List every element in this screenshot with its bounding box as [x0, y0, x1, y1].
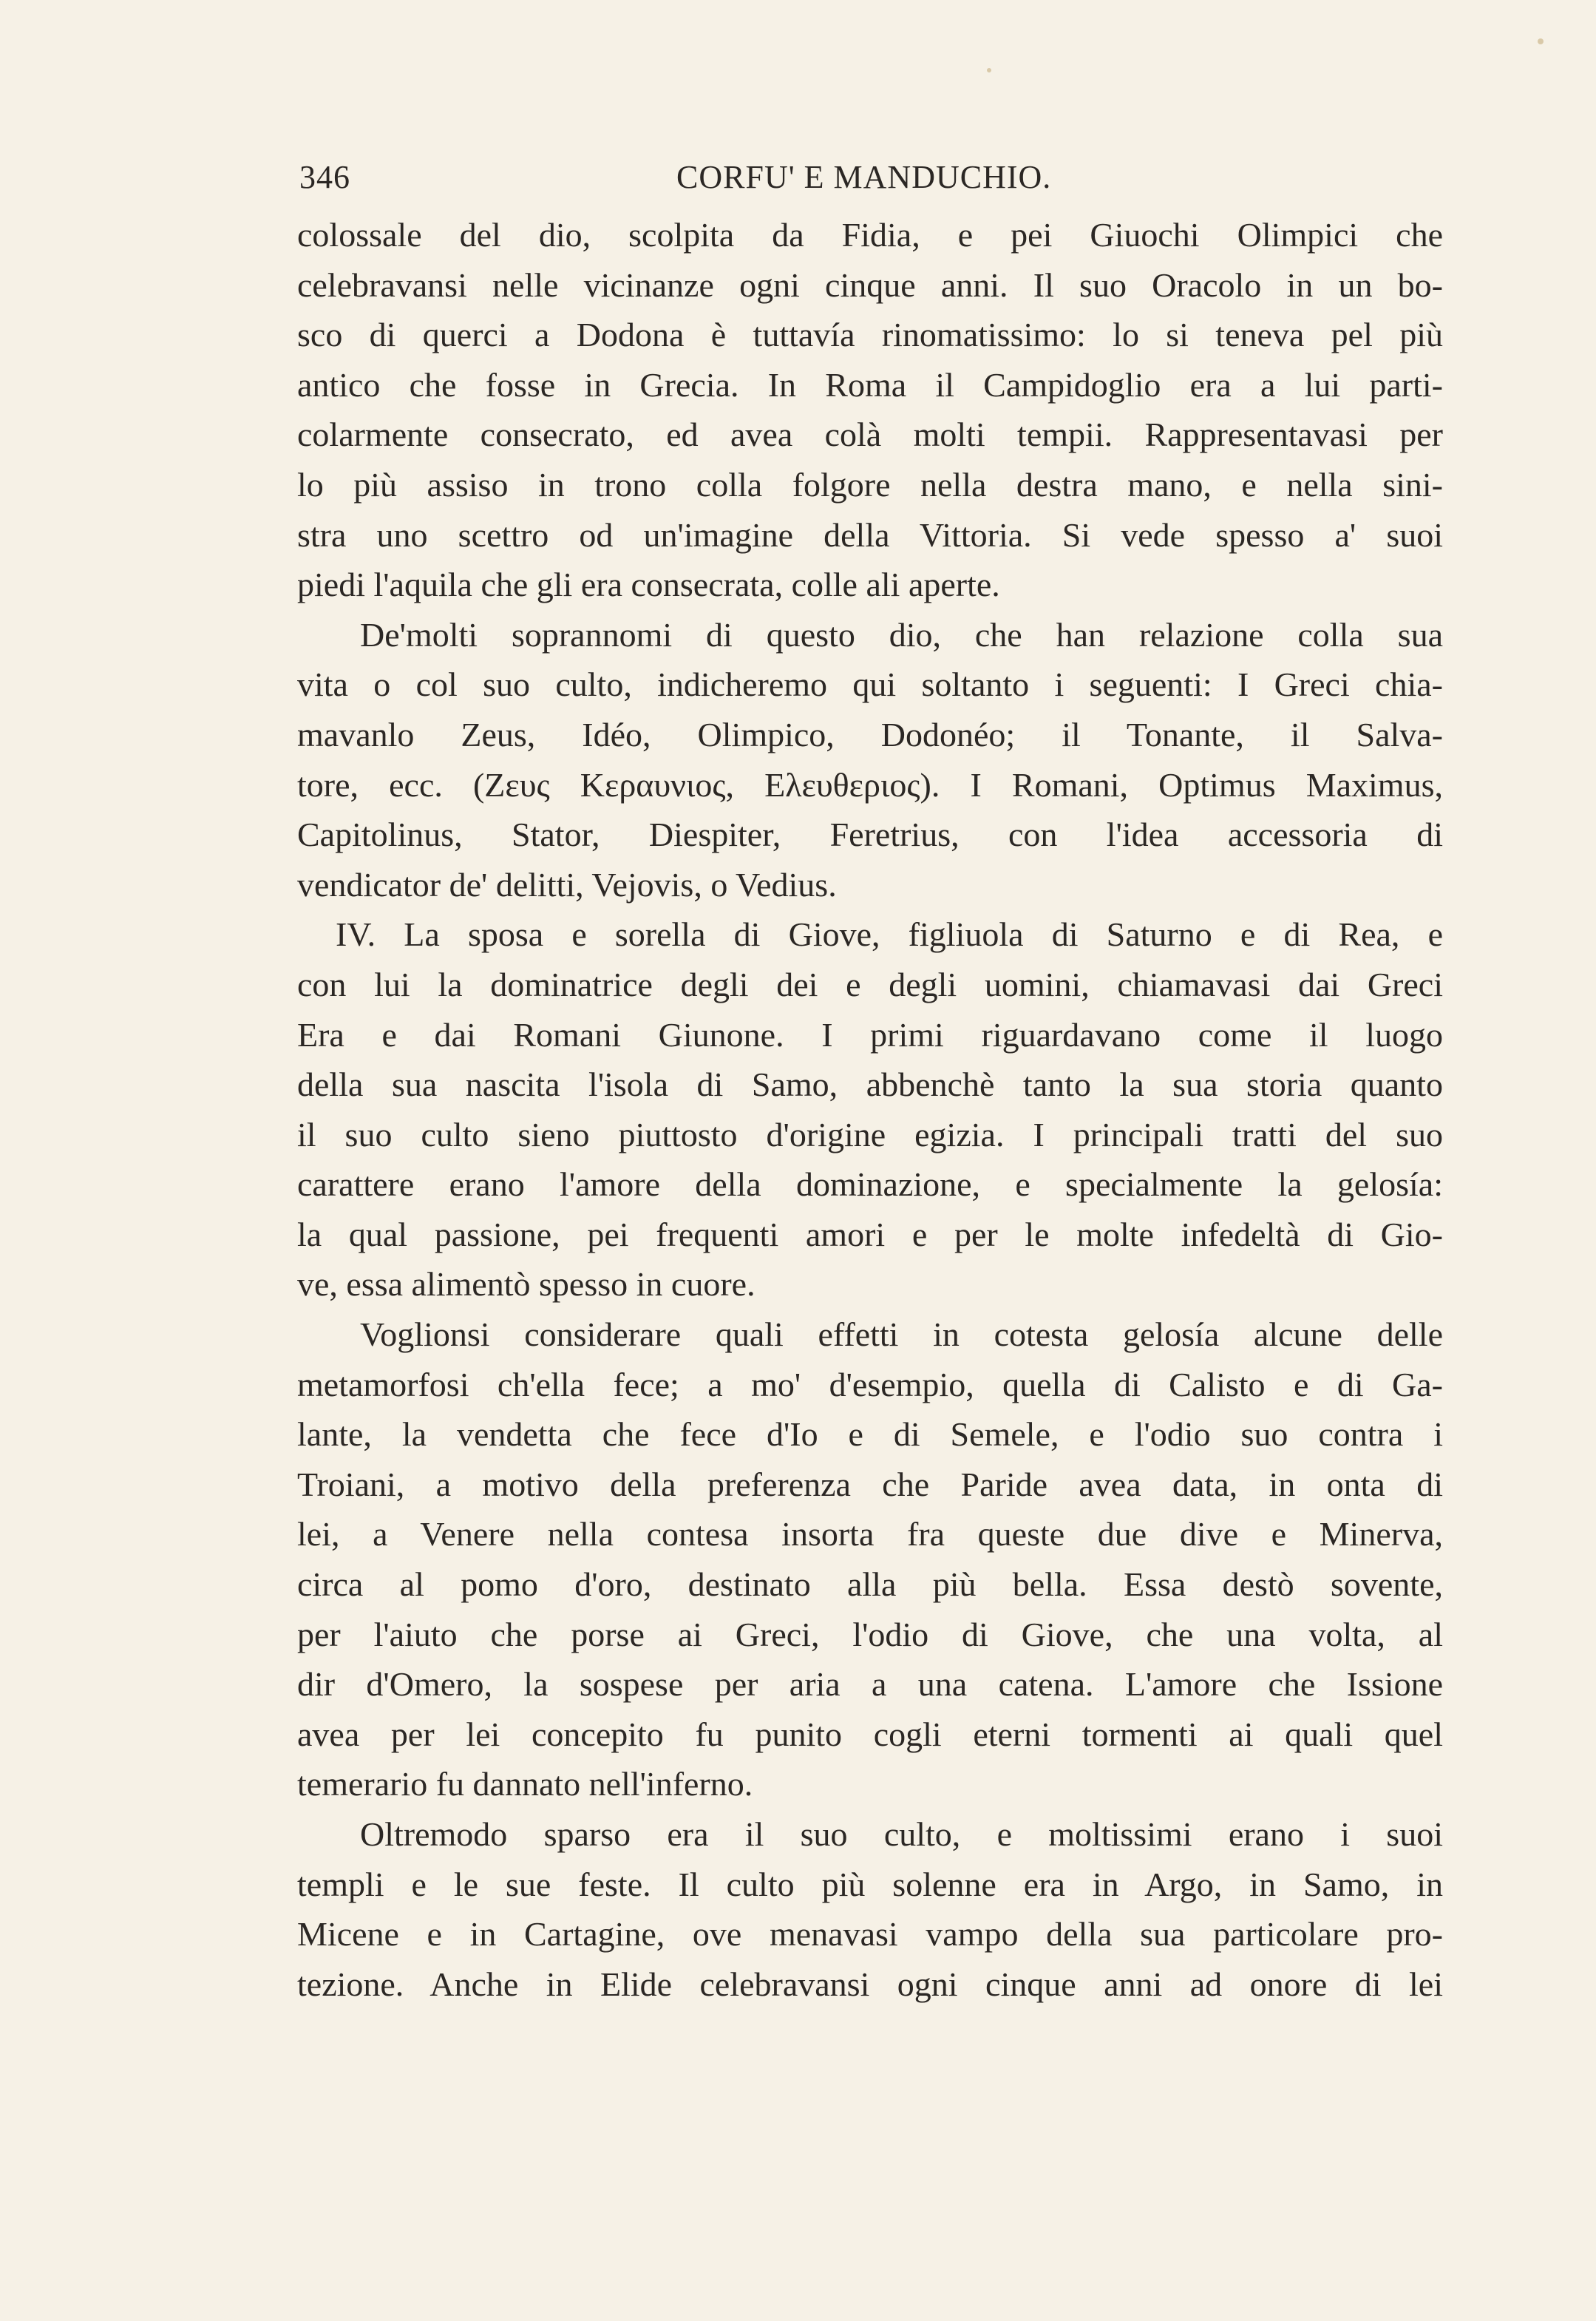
text-line: templi e le sue feste. Il culto più solenne era in Argo, in Samo, in [297, 1865, 1443, 1903]
text-line: metamorfosi ch'ella fece; a mo' d'esempio, quella di Calisto e di Ga- [297, 1365, 1443, 1403]
text-line: vita o col suo culto, indicheremo qui soltanto i seguenti: I Greci chia- [297, 665, 1443, 704]
text-line: il suo culto sieno piuttosto d'origine egizia. I principali tratti del suo [297, 1115, 1443, 1153]
text-line: Capitolinus, Stator, Diespiter, Feretrius, con l'idea accessoria di [297, 816, 1443, 854]
page-number: 346 [299, 159, 350, 195]
text-line: Era e dai Romani Giunone. I primi riguardavano come il luogo [297, 1015, 1443, 1054]
text-line: De'molti soprannomi di questo dio, che han relazione colla sua [360, 615, 1443, 654]
text-line: con lui la dominatrice degli dei e degli uomini, chiamavasi dai Greci [297, 965, 1443, 1003]
text-line: circa al pomo d'oro, destinato alla più bella. Essa destò sovente, [297, 1565, 1443, 1604]
text-line: Troiani, a motivo della preferenza che Paride avea data, in onta di [297, 1465, 1443, 1503]
text-line: piedi l'aquila che gli era consecrata, colle ali aperte. [297, 566, 1000, 604]
text-line: tore, ecc. (Ζευς Κεραυνιος, Ελευθεριος). I Romani, Optimus Maximus, [297, 765, 1443, 804]
text-line: IV. La sposa e sorella di Giove, figliuola di Saturno e di Rea, e [336, 915, 1443, 954]
text-line: Micene e in Cartagine, ove menavasi vampo della sua particolare pro- [297, 1915, 1443, 1954]
text-line: ve, essa alimentò spesso in cuore. [297, 1265, 755, 1304]
text-line: antico che fosse in Grecia. In Roma il Campidoglio era a lui parti- [297, 365, 1443, 404]
text-line: vendicator de' delitti, Vejovis, o Vedius. [297, 865, 837, 904]
text-line: lo più assiso in trono colla folgore nella destra mano, e nella sini- [297, 465, 1443, 504]
body-text [297, 210, 1443, 2009]
text-line: per l'aiuto che porse ai Greci, l'odio di Giove, che una volta, al [297, 1615, 1443, 1653]
text-line: sco di querci a Dodona è tuttavía rinomatissimo: lo si teneva pel più [297, 316, 1443, 354]
text-line: mavanlo Zeus, Idéo, Olimpico, Dodonéo; il Tonante, il Salva- [297, 715, 1443, 753]
text-line: la qual passione, pei frequenti amori e per le molte infedeltà di Gio- [297, 1215, 1443, 1253]
text-line: celebravansi nelle vicinanze ogni cinque anni. Il suo Oracolo in un bo- [297, 265, 1443, 304]
text-line: carattere erano l'amore della dominazione, e specialmente la gelosía: [297, 1165, 1443, 1204]
paper-spot [987, 68, 991, 72]
text-line: lei, a Venere nella contesa insorta fra queste due dive e Minerva, [297, 1515, 1443, 1553]
text-line: stra uno scettro od un'imagine della Vittoria. Si vede spesso a' suoi [297, 515, 1443, 554]
text-line: dir d'Omero, la sospese per aria a una catena. L'amore che Issione [297, 1665, 1443, 1704]
text-line: colarmente consecrato, ed avea colà molti tempii. Rappresentavasi per [297, 416, 1443, 454]
text-line: lante, la vendetta che fece d'Io e di Semele, e l'odio suo contra i [297, 1415, 1443, 1454]
text-line: tezione. Anche in Elide celebravansi ogni cinque anni ad onore di lei [297, 1965, 1443, 2003]
text-line: Voglionsi considerare quali effetti in cotesta gelosía alcune delle [360, 1315, 1443, 1354]
text-line: della sua nascita l'isola di Samo, abbenchè tanto la sua storia quanto [297, 1065, 1443, 1104]
text-line: avea per lei concepito fu punito cogli eterni tormenti ai quali quel [297, 1715, 1443, 1753]
running-head: CORFU' E MANDUCHIO. [676, 159, 1052, 195]
paper-spot [1538, 38, 1544, 44]
page-header [299, 158, 1445, 203]
text-line: Oltremodo sparso era il suo culto, e moltissimi erano i suoi [360, 1815, 1443, 1853]
text-line: colossale del dio, scolpita da Fidia, e pei Giuochi Olimpici che [297, 216, 1443, 254]
text-line: temerario fu dannato nell'inferno. [297, 1765, 753, 1803]
